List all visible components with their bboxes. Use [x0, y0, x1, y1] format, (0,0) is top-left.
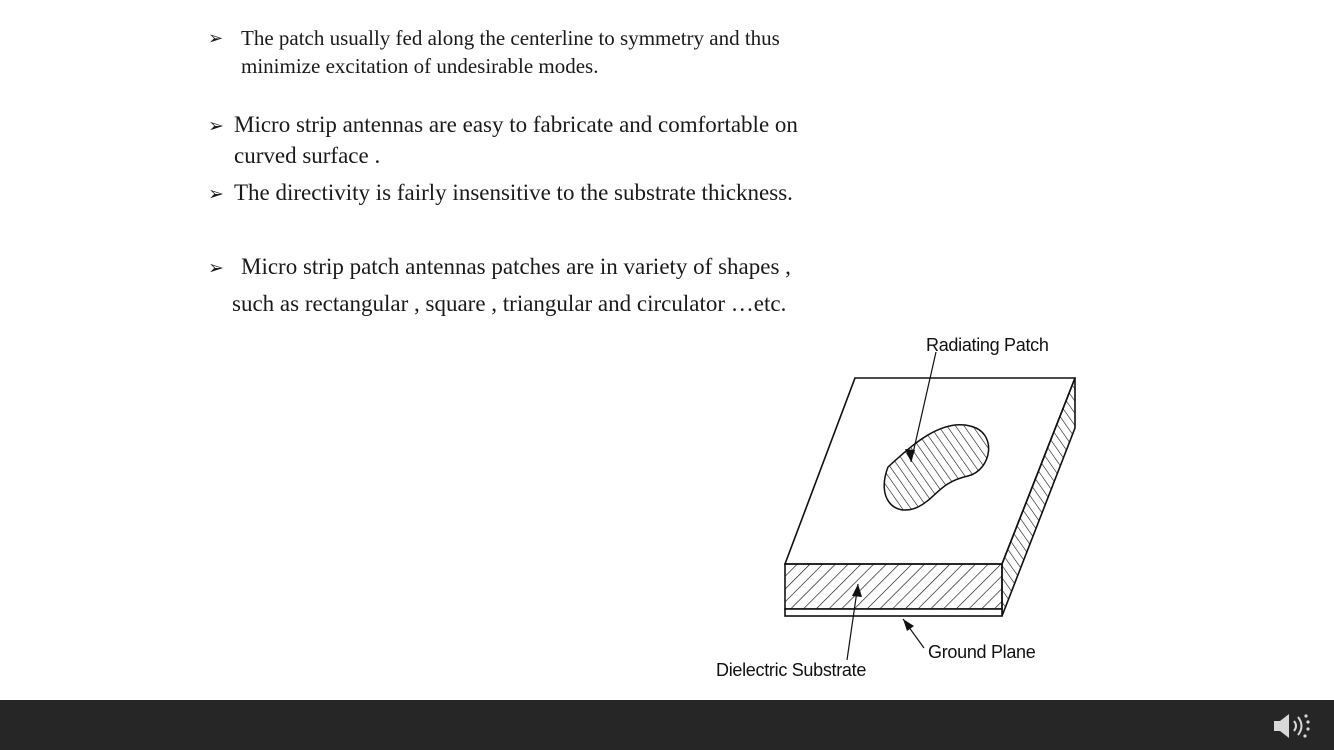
leader-arrowhead-icon: [903, 619, 914, 631]
bullet-3-line-1: The directivity is fairly insensitive to the substrate thickness.: [234, 180, 793, 205]
label-dielectric-substrate: Dielectric Substrate: [716, 660, 867, 680]
bullet-arrow-icon: ➢: [208, 184, 224, 205]
bullet-4-line-2: such as rectangular , square , triangular and circulator …etc.: [232, 291, 787, 316]
bullet-1-line-1: The patch usually fed along the centerline to symmetry and thus: [241, 26, 780, 50]
label-ground-plane: Ground Plane: [928, 642, 1036, 662]
bullet-4-line-1: Micro strip patch antennas patches are in variety of shapes ,: [241, 254, 791, 279]
ground-plane: [785, 609, 1002, 616]
speaker-icon[interactable]: [1272, 712, 1320, 740]
bullet-arrow-icon: ➢: [208, 28, 224, 48]
bullet-2-line-2: curved surface .: [234, 143, 381, 168]
bullet-arrow-icon: ➢: [208, 116, 224, 137]
microstrip-antenna-diagram: [700, 330, 1100, 690]
bullet-arrow-icon: ➢: [208, 258, 224, 279]
bullet-2-line-1: Micro strip antennas are easy to fabricate and comfortable on: [234, 112, 798, 137]
player-bar: [0, 700, 1334, 750]
substrate-front-face: [785, 564, 1002, 609]
label-radiating-patch: Radiating Patch: [926, 335, 1049, 355]
bullet-1-line-2: minimize excitation of undesirable modes.: [241, 54, 599, 78]
